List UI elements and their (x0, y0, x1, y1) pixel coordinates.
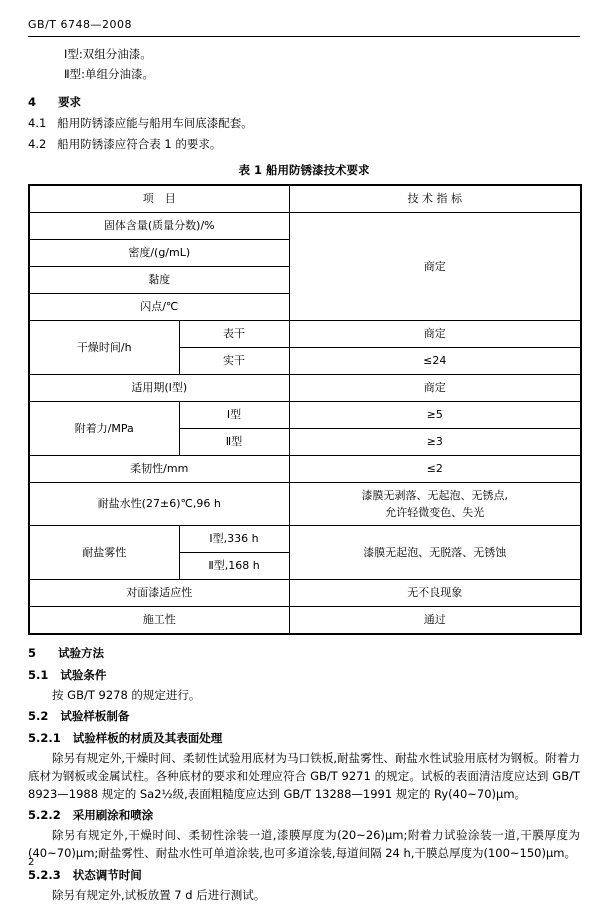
clause-title: 试验条件 (60, 667, 107, 682)
row-value-adhesion-1: ≥5 (289, 401, 581, 428)
clause-5-2-3-heading (28, 867, 580, 885)
salt-water-line-2: 允许轻微变色、失光 (385, 505, 485, 519)
table-header-spec: 技 术 指 标 (289, 185, 581, 213)
row-sub-salt-spray-1: Ⅰ型,336 h (179, 525, 289, 552)
list-item: Ⅰ型:双组分油漆。 (64, 47, 152, 61)
table-row (29, 455, 581, 482)
row-value-adhesion-2: ≥3 (289, 428, 581, 455)
table-row (29, 212, 581, 239)
table-caption: 表 1 船用防锈漆技术要求 (238, 163, 370, 178)
clause-title: 采用刷涂和喷涂 (72, 808, 154, 823)
clause-number: 4.2 (28, 137, 47, 152)
row-value-salt-spray: 漆膜无起泡、无脱落、无锈蚀 (289, 525, 581, 579)
row-label-viscosity: 黏度 (29, 266, 289, 293)
clause-number: 5.2 (28, 709, 49, 724)
row-label-pot-life: 适用期(Ⅰ型) (29, 374, 289, 401)
row-sub-type-2: Ⅱ型 (179, 428, 289, 455)
row-value-flexibility: ≤2 (289, 455, 581, 482)
row-sub-salt-spray-2: Ⅱ型,168 h (179, 552, 289, 579)
row-value-workability: 通过 (289, 606, 581, 634)
table-row (29, 606, 581, 634)
clause-5-2-heading (28, 708, 580, 726)
row-sub-hard-dry: 实干 (179, 347, 289, 374)
page-content (28, 46, 580, 906)
clause-5-2-1-text: 除另有规定外,干燥时间、柔韧性试验用底材为马口铁板,耐盐雾性、耐盐水性试验用底材为钢板。附着力底材为钢板或金属试柱。各种底材的要求和处理应符合 GB/T 9271 的规定。试板的表面清洁度应达到 GB/T 8923—1988 规定的 Sa2½级,表面粗糙度应达到 GB/T 13288—1991 规定的 Ry(40~70)μm。 (28, 750, 580, 801)
row-value-pot-life: 商定 (289, 374, 581, 401)
row-label-flexibility: 柔韧性/mm (29, 455, 289, 482)
clause-title: 状态调节时间 (72, 867, 142, 882)
section-number: 4 (28, 94, 37, 109)
clause-number: 4.1 (28, 116, 47, 131)
clause-5-2-3-text: 除另有规定外,试板放置 7 d 后进行测试。 (52, 887, 266, 902)
row-value-hard-dry: ≤24 (289, 347, 581, 374)
clause-number: 5.2.1 (28, 731, 61, 746)
section-heading-5 (28, 645, 580, 663)
clause-title: 试验样板的材质及其表面处理 (72, 731, 223, 746)
table-row (29, 374, 581, 401)
row-label-solid-content: 固体含量(质量分数)/% (29, 212, 289, 239)
table-row (29, 482, 581, 525)
section-title: 要求 (58, 94, 82, 109)
clause-5-1-text: 按 GB/T 9278 的规定进行。 (52, 687, 201, 702)
clause-4-1 (28, 115, 580, 133)
clause-number: 5.2.3 (28, 867, 61, 882)
section-title: 试验方法 (58, 645, 105, 660)
row-value-salt-water (289, 482, 581, 525)
list-item: Ⅱ型:单组分油漆。 (64, 66, 155, 81)
table-row (29, 401, 581, 428)
row-value-topcoat-compat: 无不良现象 (289, 579, 581, 606)
clause-text: 船用防锈漆应能与船用车间底漆配套。 (57, 116, 253, 131)
row-label-adhesion: 附着力/MPa (29, 401, 179, 455)
row-label-density: 密度/(g/mL) (29, 239, 289, 266)
clause-title: 试验样板制备 (60, 709, 130, 724)
row-sub-type-1: Ⅰ型 (179, 401, 289, 428)
salt-water-line-1: 漆膜无剥落、无起泡、无锈点, (361, 488, 508, 502)
clause-text: 船用防锈漆应符合表 1 的要求。 (57, 137, 222, 152)
section-number: 5 (28, 645, 37, 660)
row-label-workability: 施工性 (29, 606, 289, 634)
clause-5-2-1-heading (28, 730, 580, 748)
type-list (28, 46, 580, 84)
clause-number: 5.2.2 (28, 808, 61, 823)
row-label-drying-time: 干燥时间/h (29, 320, 179, 374)
row-sub-surface-dry: 表干 (179, 320, 289, 347)
clause-5-2-2-heading (28, 807, 580, 825)
table-row (29, 320, 581, 347)
table-row (29, 579, 581, 606)
section-heading-4 (28, 94, 580, 112)
row-value-surface-dry: 商定 (289, 320, 581, 347)
row-label-topcoat-compat: 对面漆适应性 (29, 579, 289, 606)
row-label-salt-spray: 耐盐雾性 (29, 525, 179, 579)
clause-5-2-2-text: 除另有规定外,干燥时间、柔韧性涂装一道,漆膜厚度为(20~26)μm;附着力试验涂装一道,干膜厚度为(40~70)μm;耐盐雾性、耐盐水性可单道涂装,也可多道涂装,每道间隔 24 h,干膜总厚度为(100~150)μm。 (28, 828, 580, 860)
spec-table-wrapper (28, 184, 580, 635)
row-value-negotiated: 商定 (289, 212, 581, 320)
header-divider (28, 36, 580, 37)
row-label-flash-point: 闪点/℃ (29, 293, 289, 320)
clause-4-2 (28, 136, 580, 154)
table-row (29, 525, 581, 552)
clause-5-1-heading (28, 667, 580, 685)
spec-table (28, 184, 582, 635)
row-label-salt-water: 耐盐水性(27±6)℃,96 h (29, 482, 289, 525)
table-header-item: 项 目 (29, 185, 289, 213)
table-header-row (29, 185, 581, 213)
clause-number: 5.1 (28, 667, 49, 682)
page-number: 2 (28, 857, 35, 868)
page-header: GB/T 6748—2008 (28, 18, 132, 31)
